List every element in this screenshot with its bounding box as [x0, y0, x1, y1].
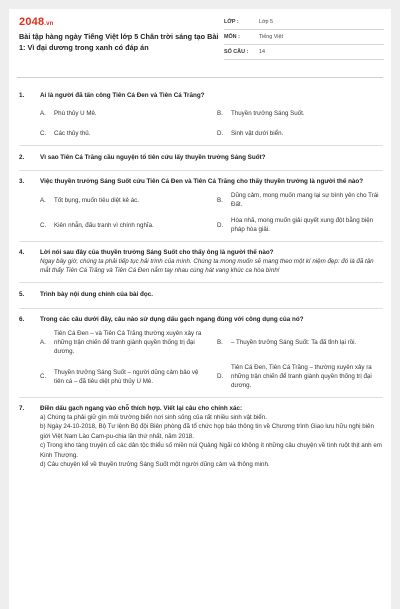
question-text: Ai là người đã tấn công Tiên Cá Đen và Tiên Cá Trăng? [40, 92, 205, 99]
question-5: 5. Trình bày nội dung chính của bài đọc. [19, 291, 153, 298]
option-d[interactable]: D. Sinh vật dưới biển. [217, 130, 284, 137]
option-c[interactable]: C. Kiên nhẫn, đấu tranh vì chính nghĩa. [40, 221, 154, 229]
option-b[interactable]: B. Dũng cảm, mong muốn mang lại sự bình yên cho Trái Đất. [217, 192, 379, 208]
question-4: 4. Lời nói sau đây của thuyền trưởng Sáng Suốt cho thấy ông là người thế nào? Ngay bây giờ, chúng ta phải tiếp tục hải trình của mình. Chúng ta mong muốn sẽ mang theo một kí niệm đẹp: đó là đã tận mắt thấy Tiên Cá Trăng và Tiên Cá Đen nắm tay nhau cùng hát vang khúc ca hòa bình! [19, 242, 383, 275]
worksheet-page [9, 9, 391, 609]
sub-items [40, 413, 383, 469]
worksheet-title: Bài tập hàng ngày Tiếng Việt lớp 5 Chân trời sáng tạo Bài 1: Vì đại dương trong xanh có đáp án [19, 32, 219, 52]
option-a[interactable]: A. Tiên Cá Đen – và Tiên Cá Trăng thường xuyên xảy ra những trận chiến để tranh giành quyền thống trị đại dương. [40, 330, 202, 355]
question-text: Trong các câu dưới đây, câu nào sử dụng dấu gạch ngang đúng với công dụng của nó? [40, 316, 304, 323]
question-list [9, 84, 391, 469]
question-1: 1. Ai là người đã tấn công Tiên Cá Đen và Tiên Cá Trăng? A. Phù thủy U Mê. B. Thuyền trưởng Sáng Suốt. C. Các thủy thủ. D. Sinh vật dưới biển. [19, 84, 383, 138]
question-text: Vì sao Tiên Cá Trăng cầu nguyện tổ tiên cứu lấy thuyền trưởng Sáng Suốt? [40, 154, 266, 161]
option-c[interactable]: C. Các thủy thủ. [40, 130, 91, 137]
site-logo[interactable]: 2048.vn [19, 16, 54, 28]
sub-item-a: a) Chúng ta phải giữ gìn môi trường biển nơi sinh sống của rất nhiều sinh vật biển. [40, 414, 267, 421]
option-d[interactable]: D. Tiên Cá Đen, Tiên Cá Trăng – thường xuyên xảy ra những trận chiến để tranh giành quyền thống trị đại dương. [217, 364, 372, 389]
header-divider [17, 77, 383, 78]
option-d[interactable]: D. Hòa nhã, mong muốn giải quyết xung đột bằng biện pháp hòa giải. [217, 217, 374, 233]
question-text: Trình bày nội dung chính của bài đọc. [40, 291, 153, 298]
question-6: 6. Trong các câu dưới đây, câu nào sử dụng dấu gạch ngang đúng với công dụng của nó? A. Tiên Cá Đen – và Tiên Cá Trăng thường xuyên xảy ra những trận chiến để tranh giành quyền thống trị đại dương. B. – Thuyền trưởng Sáng Suốt: Ta đã tỉnh lại rồi. C. Thuyền trưởng Sáng Suốt – người dũng cảm bảo vệ tiên cá – đã tiêu diệt phù thủy U Mê. D. Tiên Cá Đen, Tiên Cá Trăng – thường xuyên xảy ra những trận chiến để tranh giành quyền thống trị đại dương. [19, 309, 383, 390]
sub-item-c: c) Trong kho tàng truyện cổ các dân tộc thiểu số miền núi Quảng Ngãi có không ít những câu chuyện về tình ruột thịt anh em Kinh Thượng. [40, 442, 382, 459]
question-3: 3. Việc thuyền trưởng Sáng Suốt cứu Tiên Cá Đen và Tiên Cá Trăng cho thấy thuyền trưởng là người thế nào? A. Tốt bụng, muốn tiêu diệt kẻ ác. B. Dũng cảm, mong muốn mang lại sự bình yên cho Trái Đất. C. Kiên nhẫn, đấu tranh vì chính nghĩa. D. Hòa nhã, mong muốn giải quyết xung đột bằng biện pháp hòa giải. [19, 171, 383, 234]
question-text: Việc thuyền trưởng Sáng Suốt cứu Tiên Cá Đen và Tiên Cá Trăng cho thấy thuyền trưởng là người thế nào? [40, 178, 364, 185]
question-text: Lời nói sau đây của thuyền trưởng Sáng Suốt cho thấy ông là người thế nào? [40, 249, 274, 256]
option-b[interactable]: B. Thuyền trưởng Sáng Suốt. [217, 110, 305, 117]
question-2: 2. Vì sao Tiên Cá Trăng cầu nguyện tổ tiên cứu lấy thuyền trưởng Sáng Suốt? [19, 154, 266, 161]
meta-class: LỚP : Lớp 5 [224, 15, 384, 30]
sub-item-b: b) Ngày 24-10-2018, Bộ Tư lệnh Bộ đội Biên phòng đã tổ chức họp báo thông tin về Chương trình Giao lưu hữu nghị biên giới Việt Nam Lào Cam-pu-chia lần thứ nhất, năm 2018. [40, 423, 374, 440]
sub-item-d: d) Câu chuyện kể về thuyền trưởng Sáng Suốt một người dũng cảm và thông minh. [40, 461, 270, 469]
option-c[interactable]: C. Thuyền trưởng Sáng Suốt – người dũng cảm bảo vệ tiên cá – đã tiêu diệt phù thủy U Mê. [40, 368, 199, 385]
worksheet-meta [224, 15, 384, 60]
option-b[interactable]: B. – Thuyền trưởng Sáng Suốt: Ta đã tỉnh lại rồi. [217, 339, 357, 346]
quoted-passage: Ngay bây giờ, chúng ta phải tiếp tục hải trình của mình. Chúng ta mong muốn sẽ mang theo một kí niệm đẹp: đó là đã tận mắt thấy Tiên Cá Trăng và Tiên Cá Đen nắm tay nhau cùng hát vang khúc ca hòa bình! [40, 258, 374, 274]
option-a[interactable]: A. Phù thủy U Mê. [40, 110, 97, 117]
meta-question-count: SỐ CÂU : 14 [224, 45, 384, 60]
option-a[interactable]: A. Tốt bụng, muốn tiêu diệt kẻ ác. [40, 196, 139, 204]
meta-subject: MÔN : Tiếng Việt [224, 30, 384, 45]
question-text: Điền dấu gạch ngang vào chỗ thích hợp. Viết lại câu cho chính xác: [40, 405, 243, 412]
worksheet-header [9, 9, 391, 84]
question-7: 7. Điền dấu gạch ngang vào chỗ thích hợp. Viết lại câu cho chính xác: a) Chúng ta phải giữ gìn môi trường biển nơi sinh sống của rất nhiều sinh vật biển. b) Ngày 24-10-2018, Bộ Tư lệnh Bộ đội Biên phòng đã tổ chức họp báo thông tin về Chương trình Giao lưu hữu nghị biên giới Việt Nam Lào Cam-pu-chia lần thứ nhất, năm 2018. c) Trong kho tàng truyện cổ các dân tộc thiểu số miền núi Quảng Ngãi có không ít những câu chuyện về tình ruột thịt anh em Kinh Thượng. d) Câu chuyện kể về thuyền trưởng Sáng Suốt một người dũng cảm và thông minh. [19, 405, 382, 469]
